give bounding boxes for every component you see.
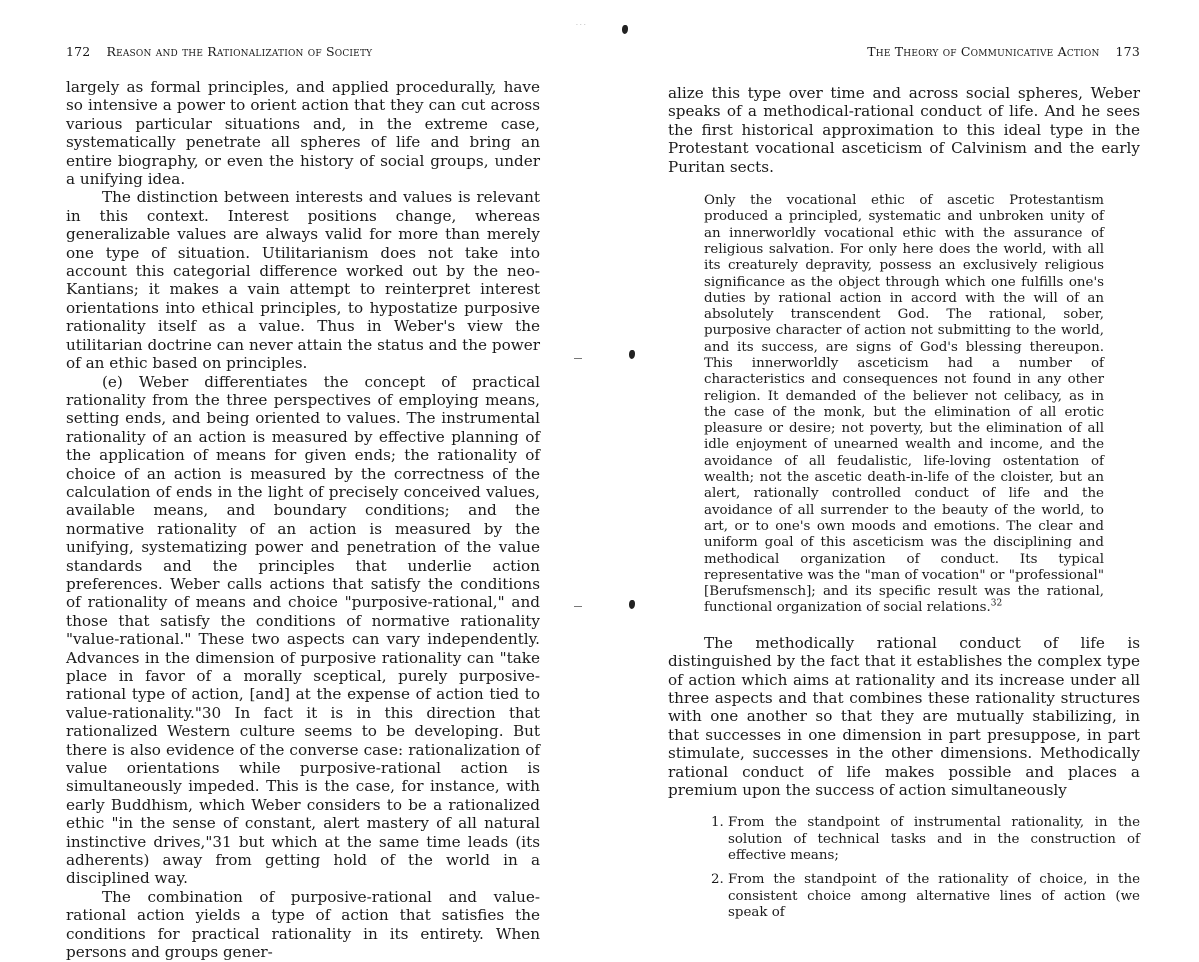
right-body-text: [668, 84, 1140, 929]
block-quote-text: Only the vocational ethic of ascetic Protestantism produced a principled, systematic and unbroken unity of an innerworldly vocational ethic with the assurance of religious salvation. For only here does the world, with all its creaturely depravity, possess an exclusively religious significance as the object through which one fulfills one's duties by rational action in accord with the will of an absolutely transcendent God. The rational, sober, purposive character of action not submitting to the world, and its success, are signs of God's blessing thereupon. This innerworldly asceticism had a number of characteristics and consequences not found in any other religion. It demanded of the believer not celibacy, as in the case of the monk, but the elimination of all erotic pleasure or desire; not poverty, but the elimination of all idle enjoyment of unearned wealth and income, and the avoidance of all feudalistic, life-loving ostentation of wealth; not the ascetic death-in-life of the cloister, but an alert, rationally controlled conduct of life and the avoidance of all surrender to the beauty of the world, to art, or to one's own moods and emotions. The clear and uniform goal of this asceticism was the disciplining and methodical organization of conduct. Its typical representative was the "man of vocation" or "professional" [Berufsmensch]; and its specific result was the rational, functional organization of social relations.: [704, 193, 1104, 616]
weber-block-quote: [704, 193, 1104, 617]
left-paragraph-2: The distinction between interests and values is relevant in this context. Interest positions change, whereas generalizable values are always valid for more than merely one type of situation. Utilitarianism does not take into account this categorial difference worked out by the neo-Kantians; it makes a vain attempt to reinterpret interest orientations into ethical principles, to hypostatize purposive rationality itself as a value. Thus in Weber's view the utilitarian doctrine can never attain the status and the power of an ethic based on principles.: [66, 188, 540, 373]
right-running-head: [867, 44, 1140, 59]
footnote-ref-32: 32: [990, 598, 1003, 609]
left-paragraph-3: (e) Weber differentiates the concept of practical rationality from the three perspectives of employing means, setting ends, and being oriented to values. The instrumental rationality of an action is measured by effective planning of the application of means for given ends; the rationality of choice of an action is measured by the correctness of the calculation of ends in the light of precisely conceived values, available means, and boundary conditions; and the normative rationality of an action is measured by the unifying, systematizing power and penetration of the value standards and the principles that underlie action preferences. Weber calls actions that satisfy the conditions of rationality of means and choice "purposive-rational," and those that satisfy the conditions of normative rationality "value-rational." These two aspects can vary independently. Advances in the dimension of purposive rationality can "take place in favor of a morally sceptical, purely purposive-rational type of action, [and] at the expense of action tied to value-rationality."30 In fact it is in this direction that rationalized Western culture seems to be developing. But there is also evidence of the converse case: rationalization of value orientations while purposive-rational action is simultaneously impeded. This is the case, for instance, with early Buddhism, which Weber considers to be a rationalized ethic "in the sense of constant, alert mastery of all natural instinctive drives,"31 but which at the same time leads (its adherents) away from getting hold of the world in a disciplined way.: [66, 372, 540, 888]
left-running-head: [66, 44, 372, 59]
list-item: 2. From the standpoint of the rationality of choice, in the consistent choice among alternative lines of action (we speak of: [728, 872, 1140, 921]
left-running-title: Reason and the Rationalization of Society: [106, 44, 373, 59]
right-page-number: 173: [1115, 44, 1140, 59]
scan-dash-lower: [574, 606, 582, 607]
scan-speck-middle: [629, 350, 635, 359]
scan-speck-top: [622, 25, 628, 34]
scan-dots-top: ···: [576, 22, 588, 29]
scan-dash-middle: [574, 358, 582, 359]
right-opening-paragraph: alize this type over time and across social spheres, Weber speaks of a methodical-rational conduct of life. And he sees the first historical approximation to this ideal type in the Protestant vocational asceticism of Calvinism and the early Puritan sects.: [668, 84, 1140, 176]
right-main-paragraph: The methodically rational conduct of life is distinguished by the fact that it establishes the complex type of action which aims at rationality and its increase under all three aspects and that combines these rationality structures with one another so that they are mutually stabilizing, in that successes in one dimension in part presuppose, in part stimulate, successes in the other dimensions. Methodically rational conduct of life makes possible and places a premium upon the success of action simultaneously: [668, 633, 1140, 799]
left-page-number: 172: [66, 44, 91, 59]
left-paragraph-1: largely as formal principles, and applied procedurally, have so intensive a power to orient action that they can cut across various particular situations and, in the extreme case, systematically penetrate all spheres of life and bring an entire biography, or even the history of social groups, under a unifying idea.: [66, 78, 540, 189]
left-body-text: [66, 78, 540, 962]
right-running-title: The Theory of Communicative Action: [867, 44, 1100, 59]
scan-speck-lower: [629, 600, 635, 609]
numbered-list: [668, 815, 1140, 921]
left-paragraph-4: The combination of purposive-rational and value-rational action yields a type of action that satisfies the conditions for practical rationality in its entirety. When persons and groups gener-: [66, 887, 540, 962]
list-item: 1. From the standpoint of instrumental rationality, in the solution of technical tasks and in the construction of effective means;: [728, 815, 1140, 864]
